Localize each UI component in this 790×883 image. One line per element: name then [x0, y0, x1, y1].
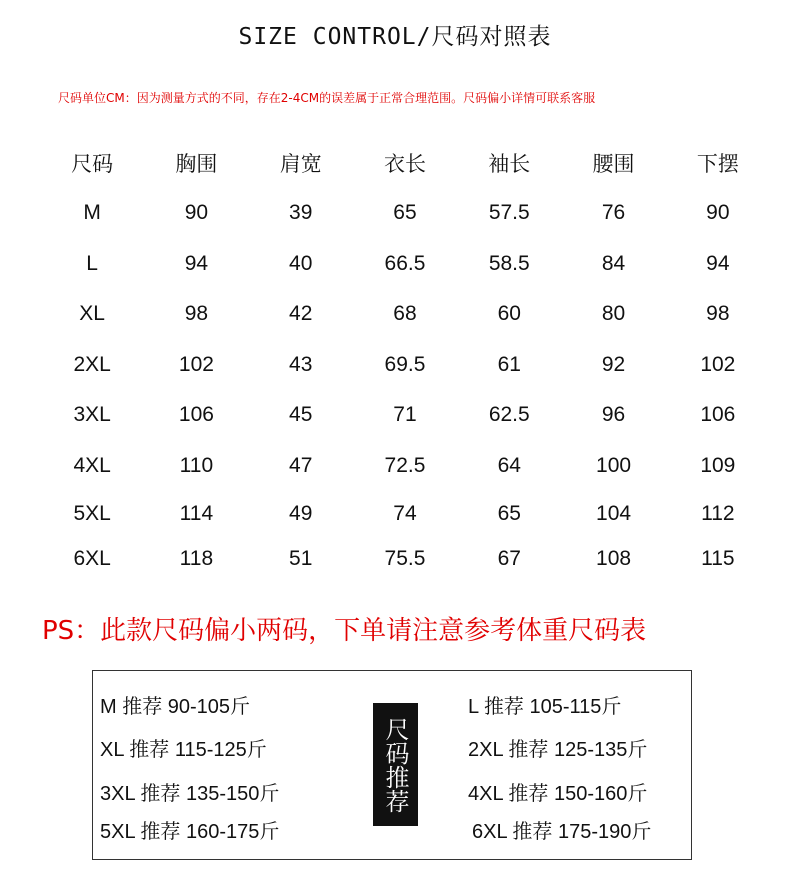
table-cell: 65 [497, 501, 521, 525]
size-chart-table [40, 138, 770, 581]
table-cell: 67 [497, 546, 521, 570]
table-row [40, 239, 770, 290]
table-cell: 5XL [73, 501, 111, 525]
header-chest: 胸围 [175, 153, 218, 176]
table-cell: 68 [393, 302, 417, 326]
table-cell: 60 [497, 302, 521, 326]
recommend-m: M 推荐 90-105斤 [100, 696, 251, 718]
table-cell: 61 [497, 352, 521, 376]
table-cell: 94 [706, 251, 730, 275]
table-cell: 49 [289, 501, 313, 525]
table-cell: 72.5 [384, 453, 426, 477]
table-cell: 71 [393, 403, 417, 427]
table-cell: 57.5 [488, 201, 530, 225]
table-cell: 90 [706, 201, 730, 225]
page-title: SIZE CONTROL/尺码对照表 [238, 24, 552, 50]
recommend-6xl: 6XL 推荐 175-190斤 [472, 821, 652, 843]
table-cell: 2XL [73, 352, 111, 376]
recommend-4xl: 4XL 推荐 150-160斤 [468, 783, 648, 805]
table-cell: 109 [700, 453, 736, 477]
measurement-note: 尺码单位CM：因为测量方式的不同，存在2-4CM的误差属于正常合理范围。尺码偏小详情可联系客服 [58, 91, 596, 105]
table-cell: 51 [289, 546, 313, 570]
table-cell: L [86, 251, 98, 275]
table-cell: 40 [289, 251, 313, 275]
table-row [40, 188, 770, 239]
table-row [40, 390, 770, 441]
table-cell: 45 [289, 403, 313, 427]
table-cell: 47 [289, 453, 313, 477]
table-cell: 69.5 [384, 352, 426, 376]
table-cell: M [83, 201, 101, 225]
table-cell: 66.5 [384, 251, 426, 275]
table-cell: 108 [596, 546, 632, 570]
table-cell: 100 [596, 453, 632, 477]
table-cell: 42 [289, 302, 313, 326]
badge-label: 尺码推荐 [381, 716, 409, 813]
table-header-row [40, 138, 770, 188]
header-waist: 腰围 [592, 153, 635, 176]
recommend-xl: XL 推荐 115-125斤 [100, 739, 267, 761]
ps-notice: PS：此款尺码偏小两码，下单请注意参考体重尺码表 [42, 616, 647, 646]
table-cell: 64 [497, 453, 521, 477]
header-sleeve: 袖长 [488, 153, 531, 176]
header-shoulder: 肩宽 [279, 153, 322, 176]
table-cell: XL [79, 302, 105, 326]
table-cell: 96 [601, 403, 626, 427]
table-cell: 115 [701, 546, 735, 570]
recommend-2xl: 2XL 推荐 125-135斤 [468, 739, 648, 761]
table-cell: 80 [601, 302, 626, 326]
table-row [40, 491, 770, 536]
table-cell: 43 [289, 352, 313, 376]
table-cell: 106 [178, 403, 214, 427]
table-cell: 102 [700, 352, 736, 376]
table-cell: 6XL [73, 546, 111, 570]
table-cell: 58.5 [488, 251, 530, 275]
table-cell: 110 [179, 453, 214, 477]
recommend-5xl: 5XL 推荐 160-175斤 [100, 821, 280, 843]
table-cell: 74 [393, 501, 417, 525]
header-length: 衣长 [383, 153, 426, 176]
table-cell: 84 [601, 251, 626, 275]
table-cell: 106 [700, 403, 736, 427]
table-cell: 90 [184, 201, 209, 225]
table-cell: 39 [289, 201, 313, 225]
table-cell: 118 [179, 546, 214, 570]
recommend-l: L 推荐 105-115斤 [468, 696, 622, 718]
table-cell: 94 [184, 251, 209, 275]
table-row [40, 340, 770, 391]
size-recommend-badge [373, 703, 418, 826]
table-cell: 92 [601, 352, 626, 376]
table-cell: 104 [596, 501, 632, 525]
table-cell: 65 [393, 201, 417, 225]
table-cell: 112 [701, 501, 735, 525]
recommend-3xl: 3XL 推荐 135-150斤 [100, 783, 280, 805]
table-cell: 75.5 [384, 546, 426, 570]
table-cell: 102 [178, 352, 214, 376]
table-cell: 62.5 [488, 403, 530, 427]
header-hem: 下摆 [696, 153, 739, 176]
table-cell: 98 [184, 302, 209, 326]
table-cell: 3XL [73, 403, 111, 427]
table-row [40, 536, 770, 581]
table-row [40, 289, 770, 340]
table-cell: 76 [601, 201, 626, 225]
table-row [40, 441, 770, 492]
table-cell: 98 [706, 302, 730, 326]
table-cell: 4XL [73, 453, 111, 477]
table-cell: 114 [179, 501, 214, 525]
header-size: 尺码 [71, 153, 114, 176]
